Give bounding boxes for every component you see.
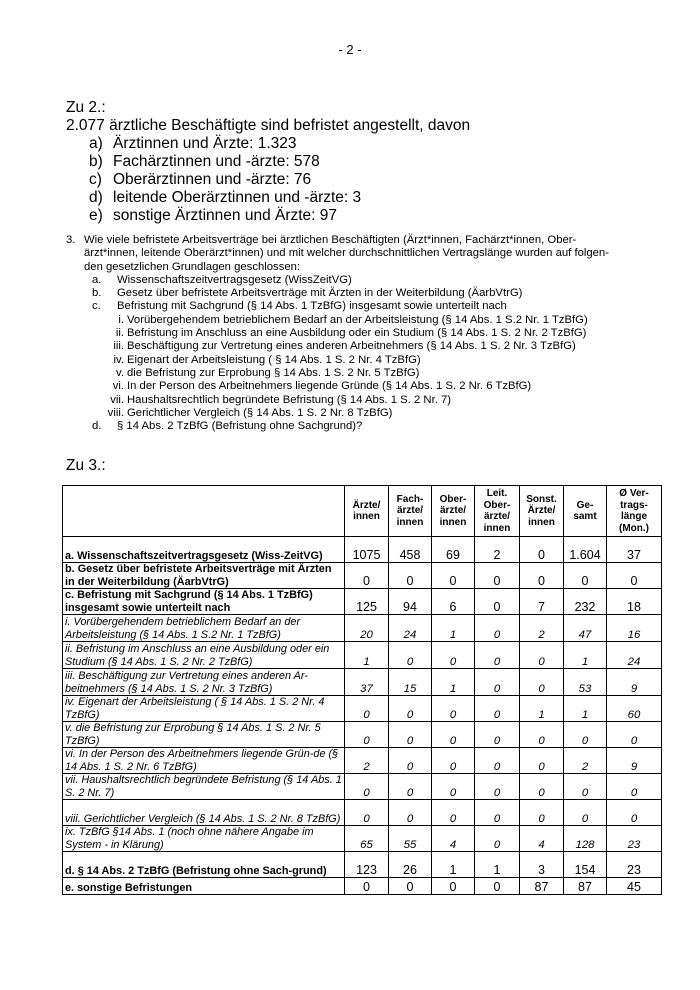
table-cell: 0 bbox=[389, 878, 432, 895]
table-cell: 6 bbox=[432, 589, 475, 615]
row-label: c. Befristung mit Sachgrund (§ 14 Abs. 1 TzBfG) insgesamt sowie unterteilt nach bbox=[63, 589, 345, 615]
table-row bbox=[63, 878, 662, 895]
table-cell: 0 bbox=[607, 563, 662, 589]
table-header-cell: Sonst. Ärzte/ innen bbox=[520, 486, 564, 537]
table-cell: 37 bbox=[607, 537, 662, 563]
table-cell: 45 bbox=[607, 878, 662, 895]
table-cell: 1 bbox=[432, 669, 475, 696]
table-row bbox=[63, 669, 662, 696]
table-cell: 0 bbox=[475, 615, 520, 642]
table-cell: 0 bbox=[432, 800, 475, 826]
question-3-line: den gesetzlichen Grundlagen geschlossen: bbox=[84, 260, 301, 273]
table-cell: 0 bbox=[564, 563, 607, 589]
table-cell: 0 bbox=[520, 563, 564, 589]
row-label: vi. In der Person des Arbeitnehmers liegende Grün-de (§ 14 Abs. 1 S. 2 Nr. 6 TzBfG) bbox=[63, 748, 345, 774]
table-cell: 0 bbox=[475, 748, 520, 774]
list-item: c) Oberärztinnen und -ärzte: 76 bbox=[89, 171, 312, 188]
table-cell: 0 bbox=[564, 722, 607, 748]
table-cell: 1 bbox=[432, 615, 475, 642]
table-row bbox=[63, 537, 662, 563]
table-cell: 0 bbox=[475, 563, 520, 589]
table-cell: 47 bbox=[564, 615, 607, 642]
table-row bbox=[63, 800, 662, 826]
table-header-cell: Ge- samt bbox=[564, 486, 607, 537]
table-cell: 0 bbox=[389, 563, 432, 589]
table-header-cell: Ø Ver- trags- länge (Mon.) bbox=[607, 486, 662, 537]
table-header-cell: Ober- ärzte/ innen bbox=[432, 486, 475, 537]
answer-2-heading: Zu 2.: bbox=[66, 99, 106, 116]
table-row bbox=[63, 642, 662, 669]
table-cell: 0 bbox=[564, 800, 607, 826]
table-cell: 53 bbox=[564, 669, 607, 696]
list-item: vi. In der Person des Arbeitnehmers liegende Gründe (§ 14 Abs. 1 S. 2 Nr. 6 TzBfG) bbox=[112, 380, 532, 393]
question-3-line: 3. Wie viele befristete Arbeitsverträge bei ärztlichen Beschäftigten (Ärzt*innen, Fachärzt*innen, Ober- bbox=[66, 234, 577, 246]
table-cell: 24 bbox=[607, 642, 662, 669]
table-cell: 0 bbox=[520, 642, 564, 669]
table-row bbox=[63, 589, 662, 615]
list-item: d. § 14 Abs. 2 TzBfG (Befristung ohne Sachgrund)? bbox=[92, 420, 363, 433]
table-cell: 94 bbox=[389, 589, 432, 615]
row-label: viii. Gerichtlicher Vergleich (§ 14 Abs. 1 S. 2 Nr. 8 TzBfG) bbox=[63, 800, 345, 826]
table-cell: 37 bbox=[345, 669, 389, 696]
table-cell: 0 bbox=[475, 696, 520, 722]
table-cell: 0 bbox=[345, 878, 389, 895]
table-cell: 0 bbox=[389, 748, 432, 774]
table-cell: 2 bbox=[345, 748, 389, 774]
table-cell: 0 bbox=[520, 669, 564, 696]
row-label: vii. Haushaltsrechtlich begründete Befristung (§ 14 Abs. 1 S. 2 Nr. 7) bbox=[63, 774, 345, 800]
table-cell: 16 bbox=[607, 615, 662, 642]
table-cell: 65 bbox=[345, 826, 389, 852]
table-cell: 1 bbox=[564, 642, 607, 669]
list-item: e) sonstige Ärztinnen und Ärzte: 97 bbox=[89, 207, 338, 224]
row-label: b. Gesetz über befristete Arbeitsverträge mit Ärzten in der Weiterbildung (ÄarbVtrG) bbox=[63, 563, 345, 589]
table-header-row bbox=[63, 486, 662, 537]
table-cell: 20 bbox=[345, 615, 389, 642]
table-cell: 0 bbox=[389, 642, 432, 669]
table-cell: 0 bbox=[475, 589, 520, 615]
table-cell: 3 bbox=[520, 852, 564, 878]
table-cell: 23 bbox=[607, 852, 662, 878]
table-cell: 0 bbox=[607, 774, 662, 800]
table-cell: 4 bbox=[520, 826, 564, 852]
list-item: a) Ärztinnen und Ärzte: 1.323 bbox=[89, 135, 297, 152]
list-item: vii. Haushaltsrechtlich begründete Befristung (§ 14 Abs. 1 S. 2 Nr. 7) bbox=[110, 393, 452, 406]
table-cell: 0 bbox=[345, 774, 389, 800]
table-cell: 232 bbox=[564, 589, 607, 615]
table-cell: 0 bbox=[389, 800, 432, 826]
table-row bbox=[63, 852, 662, 878]
table-cell: 9 bbox=[607, 669, 662, 696]
table-cell: 0 bbox=[345, 800, 389, 826]
list-item: viii. Gerichtlicher Vergleich (§ 14 Abs. 1 S. 2 Nr. 8 TzBfG) bbox=[107, 406, 393, 419]
table-cell: 0 bbox=[389, 696, 432, 722]
answer-2-intro: 2.077 ärztliche Beschäftigte sind befristet angestellt, davon bbox=[66, 117, 471, 134]
table-cell: 4 bbox=[432, 826, 475, 852]
list-item: v. die Befristung zur Erprobung § 14 Abs. 1 S. 2 Nr. 5 TzBfG) bbox=[116, 366, 420, 379]
table-row bbox=[63, 615, 662, 642]
table-cell: 0 bbox=[432, 722, 475, 748]
table-cell: 7 bbox=[520, 589, 564, 615]
table-cell: 123 bbox=[345, 852, 389, 878]
table-cell: 18 bbox=[607, 589, 662, 615]
row-label: iii. Beschäftigung zur Vertretung eines anderen Ar-beitnehmers (§ 14 Abs. 1 S. 2 Nr. 3 TzBfG) bbox=[63, 669, 345, 696]
table-cell: 87 bbox=[564, 878, 607, 895]
table-cell: 0 bbox=[432, 642, 475, 669]
table-header-cell: Leit. Ober- ärzte/ innen bbox=[475, 486, 520, 537]
table-cell: 1075 bbox=[345, 537, 389, 563]
list-item: ii. Befristung im Anschluss an eine Ausbildung oder ein Studium (§ 14 Abs. 1 S. 2 Nr. 2 TzBfG) bbox=[115, 327, 587, 340]
table-cell: 0 bbox=[432, 748, 475, 774]
table-cell: 0 bbox=[432, 878, 475, 895]
table-cell: 0 bbox=[475, 774, 520, 800]
table-cell: 0 bbox=[607, 800, 662, 826]
list-item: b) Fachärztinnen und -ärzte: 578 bbox=[89, 153, 320, 170]
table-row bbox=[63, 563, 662, 589]
list-item: i. Vorübergehendem betrieblichem Bedarf an der Arbeitsleistung (§ 14 Abs. 1 S.2 Nr. 1 TzBfG) bbox=[118, 313, 588, 326]
table-cell: 0 bbox=[520, 722, 564, 748]
table-cell: 1.604 bbox=[564, 537, 607, 563]
table-cell: 1 bbox=[520, 696, 564, 722]
table-cell: 0 bbox=[520, 774, 564, 800]
table-cell: 1 bbox=[564, 696, 607, 722]
table-cell: 0 bbox=[345, 696, 389, 722]
row-label: ii. Befristung im Anschluss an eine Ausbildung oder ein Studium (§ 14 Abs. 1 S. 2 Nr. 2 TzBfG) bbox=[63, 642, 345, 669]
row-label: a. Wissenschaftszeitvertragsgesetz (Wiss-ZeitVG) bbox=[63, 537, 345, 563]
answer-2-list bbox=[66, 135, 470, 225]
table-header-cell bbox=[63, 486, 345, 537]
table-header-cell: Fach- ärzte/ innen bbox=[389, 486, 432, 537]
table-cell: 0 bbox=[475, 878, 520, 895]
table-cell: 0 bbox=[389, 774, 432, 800]
table-cell: 2 bbox=[520, 615, 564, 642]
table-cell: 15 bbox=[389, 669, 432, 696]
table-cell: 0 bbox=[475, 722, 520, 748]
table-cell: 0 bbox=[607, 722, 662, 748]
list-item: d) leitende Oberärztinnen und -ärzte: 3 bbox=[89, 189, 362, 206]
table-cell: 87 bbox=[520, 878, 564, 895]
table-cell: 60 bbox=[607, 696, 662, 722]
table-cell: 9 bbox=[607, 748, 662, 774]
contracts-table bbox=[62, 485, 662, 895]
page-number: - 2 - bbox=[338, 42, 362, 57]
table-header-cell: Ärzte/ innen bbox=[345, 486, 389, 537]
answer-3-heading: Zu 3.: bbox=[66, 457, 106, 474]
answer-2-block bbox=[66, 99, 470, 225]
table-cell: 0 bbox=[389, 722, 432, 748]
list-item: c. Befristung mit Sachgrund (§ 14 Abs. 1 TzBfG) insgesamt sowie unterteilt nach bbox=[92, 300, 507, 313]
table-cell: 1 bbox=[345, 642, 389, 669]
table-cell: 1 bbox=[432, 852, 475, 878]
row-label: i. Vorübergehendem betrieblichem Bedarf an der Arbeitsleistung (§ 14 Abs. 1 S.2 Nr. 1 TzBfG) bbox=[63, 615, 345, 642]
table-cell: 0 bbox=[345, 722, 389, 748]
table-cell: 154 bbox=[564, 852, 607, 878]
table-cell: 0 bbox=[432, 774, 475, 800]
table-cell: 23 bbox=[607, 826, 662, 852]
table-cell: 24 bbox=[389, 615, 432, 642]
table-cell: 0 bbox=[475, 669, 520, 696]
table-cell: 0 bbox=[475, 826, 520, 852]
table-cell: 1 bbox=[475, 852, 520, 878]
table-cell: 2 bbox=[564, 748, 607, 774]
table-row bbox=[63, 696, 662, 722]
table-cell: 26 bbox=[389, 852, 432, 878]
table-cell: 69 bbox=[432, 537, 475, 563]
row-label: v. die Befristung zur Erprobung § 14 Abs. 1 S. 2 Nr. 5 TzBfG) bbox=[63, 722, 345, 748]
question-3-block bbox=[66, 234, 646, 433]
row-label: ix. TzBfG §14 Abs. 1 (noch ohne nähere Angabe im System - in Klärung) bbox=[63, 826, 345, 852]
table-cell: 0 bbox=[475, 642, 520, 669]
table-row bbox=[63, 826, 662, 852]
list-item: iii. Beschäftigung zur Vertretung eines anderen Arbeitnehmers (§ 14 Abs. 1 S. 2 Nr. 3 TzBfG) bbox=[113, 340, 576, 353]
table-cell: 55 bbox=[389, 826, 432, 852]
question-3-line: ärzt*innen, leitende Oberärzt*innen) und mit welcher durchschnittlichen Vertragslänge wurden auf folgen- bbox=[84, 247, 609, 260]
table-cell: 0 bbox=[520, 800, 564, 826]
table-row bbox=[63, 774, 662, 800]
table-cell: 0 bbox=[520, 537, 564, 563]
list-item: iv. Eigenart der Arbeitsleistung ( § 14 Abs. 1 S. 2 Nr. 4 TzBfG) bbox=[113, 353, 421, 366]
row-label: d. § 14 Abs. 2 TzBfG (Befristung ohne Sach-grund) bbox=[63, 852, 345, 878]
table-cell: 2 bbox=[475, 537, 520, 563]
table-cell: 0 bbox=[432, 563, 475, 589]
table-cell: 0 bbox=[432, 696, 475, 722]
table-row bbox=[63, 748, 662, 774]
row-label: e. sonstige Befristungen bbox=[63, 878, 345, 895]
row-label: iv. Eigenart der Arbeitsleistung ( § 14 Abs. 1 S. 2 Nr. 4 TzBfG) bbox=[63, 696, 345, 722]
table-cell: 0 bbox=[564, 774, 607, 800]
table-cell: 0 bbox=[475, 800, 520, 826]
table-cell: 458 bbox=[389, 537, 432, 563]
table-cell: 125 bbox=[345, 589, 389, 615]
table-cell: 0 bbox=[520, 748, 564, 774]
table-cell: 0 bbox=[345, 563, 389, 589]
table-row bbox=[63, 722, 662, 748]
table-cell: 128 bbox=[564, 826, 607, 852]
list-item: a. Wissenschaftszeitvertragsgesetz (WissZeitVG) bbox=[92, 273, 352, 286]
list-item: b. Gesetz über befristete Arbeitsverträge mit Ärzten in der Weiterbildung (ÄarbVtrG) bbox=[92, 287, 523, 300]
